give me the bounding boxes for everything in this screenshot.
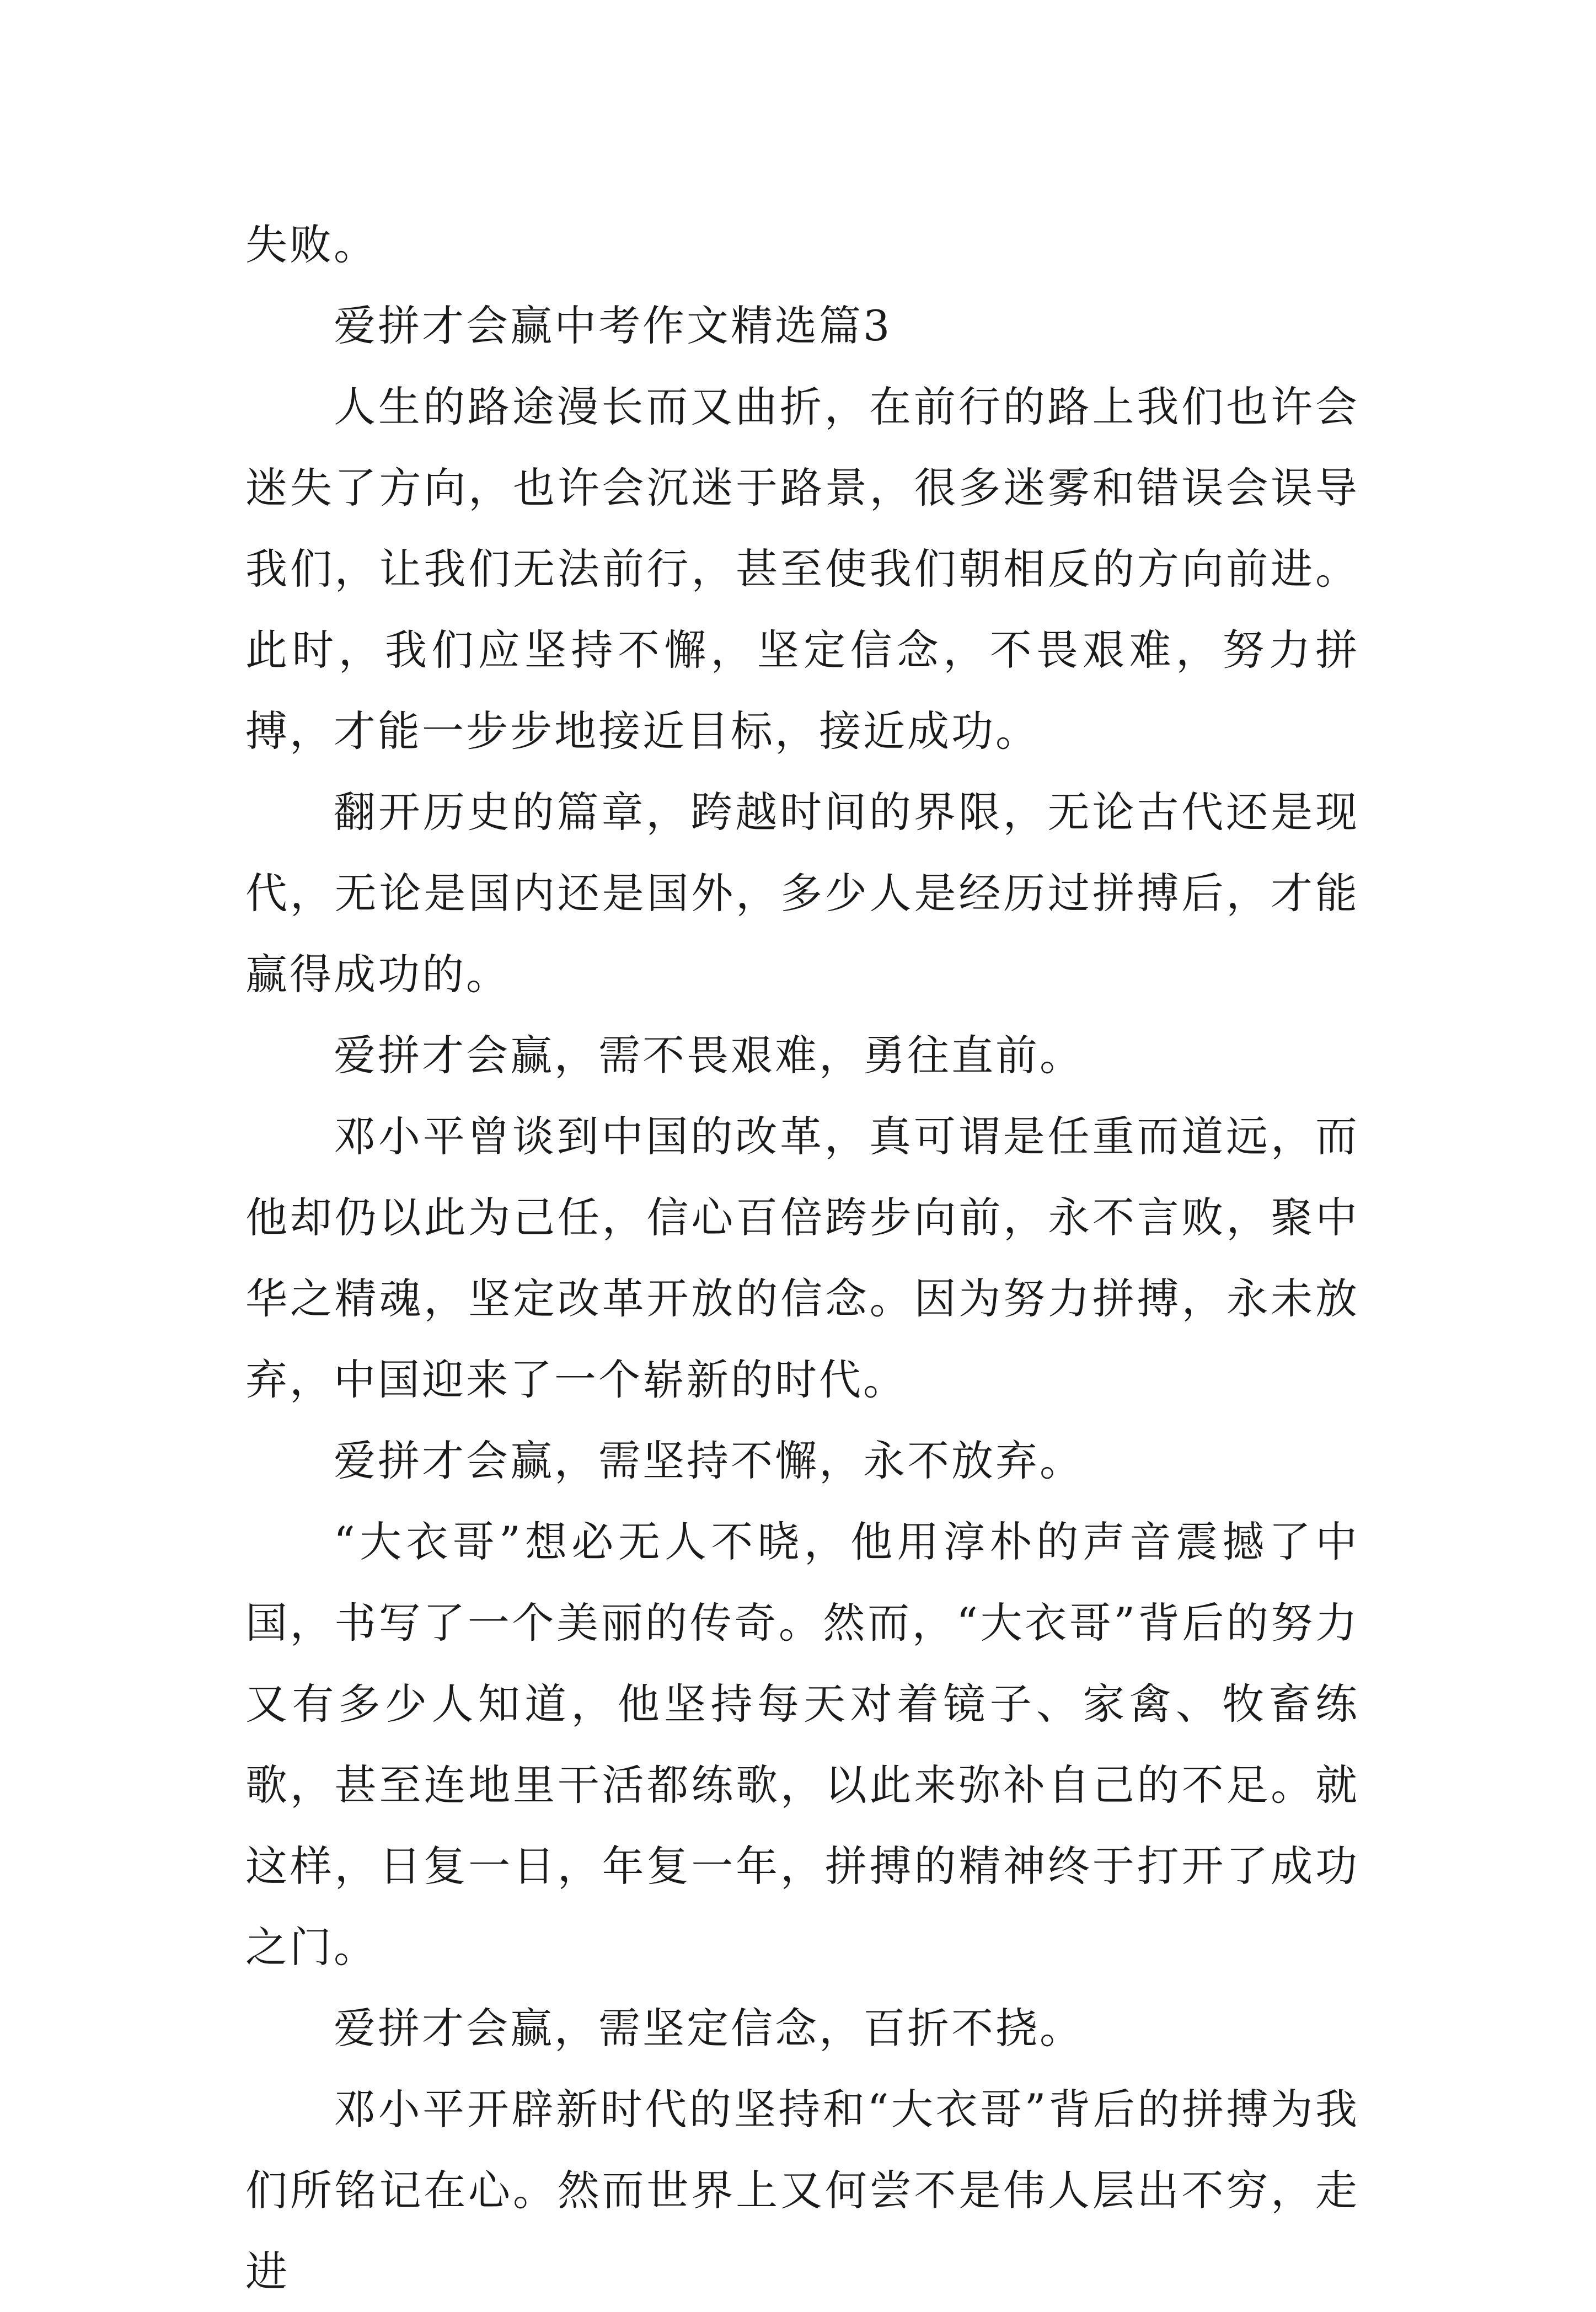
paragraph: 爱拼才会赢，需不畏艰难，勇往直前。 [334,1031,1084,1080]
paragraph: 邓小平开辟新时代的坚持和“大衣哥”背后的拼搏为我们所铭记在心。然而世界上又何尝不是伟人层出不穷，走进 [245,2085,1359,2296]
paragraph: 翻开历史的篇章，跨越时间的界限，无论古代还是现代，无论是国内还是国外，多少人是经历过拼搏后，才能赢得成功的。 [245,788,1359,999]
document-body [245,204,1359,2312]
paragraph: 爱拼才会赢，需坚定信念，百折不挠。 [334,2004,1084,2053]
paragraph: 爱拼才会赢，需坚持不懈，永不放弃。 [334,1436,1084,1485]
paragraph: “大衣哥”想必无人不晓，他用淳朴的声音震撼了中国，书写了一个美丽的传奇。然而，“大衣哥”背后的努力又有多少人知道，他坚持每天对着镜子、家禽、牧畜练歌，甚至连地里干活都练歌，以此来弥补自己的不足。就这样，日复一日，年复一年，拼搏的精神终于打开了成功之门。 [245,1517,1359,1972]
paragraph: 人生的路途漫长而又曲折，在前行的路上我们也许会迷失了方向，也许会沉迷于路景，很多迷雾和错误会误导我们，让我们无法前行，甚至使我们朝相反的方向前进。此时，我们应坚持不懈，坚定信念，不畏艰难，努力拼搏，才能一步步地接近目标，接近成功。 [245,382,1359,756]
section-heading: 爱拼才会赢中考作文精选篇3 [334,301,892,350]
paragraph: 邓小平曾谈到中国的改革，真可谓是任重而道远，而他却仍以此为己任，信心百倍跨步向前，永不言败，聚中华之精魂，坚定改革开放的信念。因为努力拼搏，永未放弃，中国迎来了一个崭新的时代。 [245,1112,1359,1404]
paragraph-continuation: 失败。 [245,220,378,269]
